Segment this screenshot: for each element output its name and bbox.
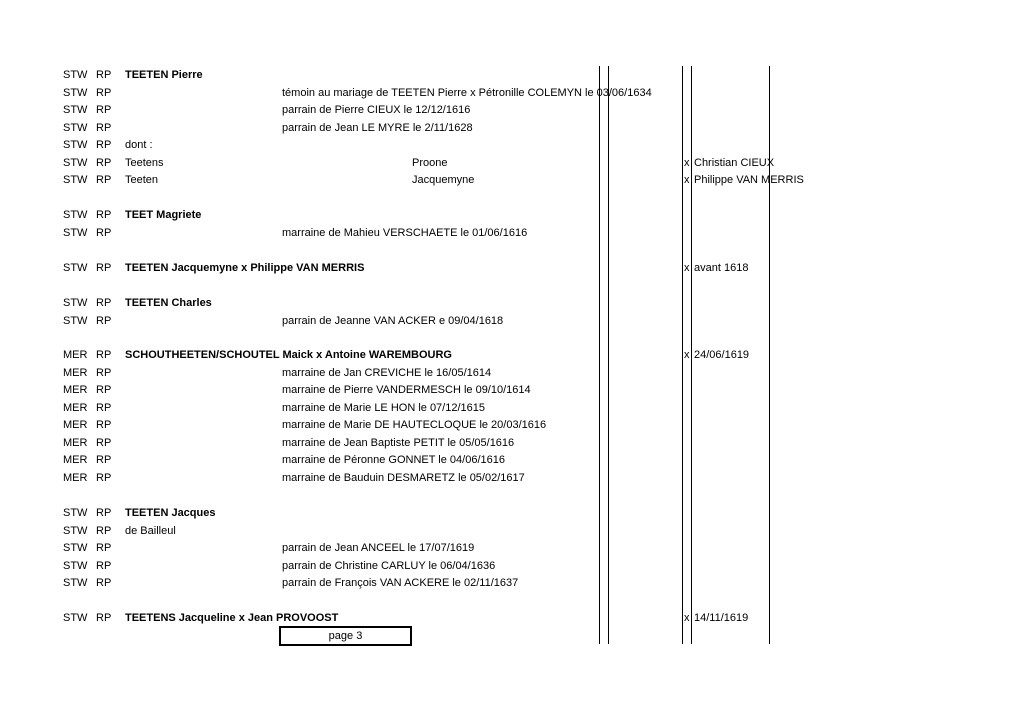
register-code: RP <box>96 157 112 169</box>
record-row <box>0 416 1024 434</box>
parish-code: MER <box>63 367 88 379</box>
event-text: parrain de François VAN ACKERE le 02/11/1637 <box>282 577 519 589</box>
event-text: parrain de Pierre CIEUX le 12/12/1616 <box>282 104 471 116</box>
page-number-box <box>279 626 412 646</box>
person-name: TEETEN Jacques <box>125 507 216 519</box>
first-name: Proone <box>412 157 448 169</box>
person-name: TEETEN Jacquemyne x Philippe VAN MERRIS <box>125 262 365 274</box>
register-code: RP <box>96 472 112 484</box>
register-code: RP <box>96 209 112 221</box>
parish-code: STW <box>63 209 88 221</box>
page-number: page 3 <box>328 630 363 642</box>
person-name: Teetens <box>125 157 164 169</box>
parish-code: MER <box>63 419 88 431</box>
record-row <box>0 609 1024 627</box>
spouse-or-date: 14/11/1619 <box>694 612 749 624</box>
person-name: TEET Magriete <box>125 209 202 221</box>
record-row <box>0 469 1024 487</box>
parish-code: STW <box>63 297 88 309</box>
person-name: SCHOUTHEETEN/SCHOUTEL Maick x Antoine WAREMBOURG <box>125 349 452 361</box>
event-text: parrain de Jean LE MYRE le 2/11/1628 <box>282 122 473 134</box>
register-code: RP <box>96 227 112 239</box>
parish-code: STW <box>63 227 88 239</box>
register-code: RP <box>96 402 112 414</box>
register-code: RP <box>96 139 112 151</box>
marriage-mark: x <box>684 157 690 169</box>
register-code: RP <box>96 577 112 589</box>
person-name: TEETEN Charles <box>125 297 212 309</box>
register-code: RP <box>96 87 112 99</box>
register-code: RP <box>96 69 112 81</box>
parish-code: STW <box>63 174 88 186</box>
register-code: RP <box>96 174 112 186</box>
event-text: marraine de Jan CREVICHE le 16/05/1614 <box>282 367 492 379</box>
person-name: TEETENS Jacqueline x Jean PROVOOST <box>125 612 339 624</box>
parish-code: STW <box>63 69 88 81</box>
parish-code: MER <box>63 384 88 396</box>
register-code: RP <box>96 525 112 537</box>
record-row <box>0 539 1024 557</box>
record-row <box>0 171 1024 189</box>
record-row <box>0 574 1024 592</box>
record-row <box>0 101 1024 119</box>
spouse-or-date: Christian CIEUX <box>694 157 775 169</box>
register-code: RP <box>96 104 112 116</box>
register-code: RP <box>96 384 112 396</box>
record-row <box>0 259 1024 277</box>
record-row <box>0 346 1024 364</box>
record-row <box>0 557 1024 575</box>
register-code: RP <box>96 419 112 431</box>
record-row <box>0 66 1024 84</box>
parish-code: STW <box>63 315 88 327</box>
record-row <box>0 522 1024 540</box>
record-row <box>0 136 1024 154</box>
parish-code: STW <box>63 87 88 99</box>
event-text: marraine de Pierre VANDERMESCH le 09/10/1614 <box>282 384 531 396</box>
spouse-or-date: avant 1618 <box>694 262 749 274</box>
register-code: RP <box>96 297 112 309</box>
record-row <box>0 364 1024 382</box>
parish-code: STW <box>63 104 88 116</box>
parish-code: STW <box>63 612 88 624</box>
record-row <box>0 294 1024 312</box>
record-row <box>0 381 1024 399</box>
record-row <box>0 119 1024 137</box>
marriage-mark: x <box>684 349 690 361</box>
event-text: marraine de Marie DE HAUTECLOQUE le 20/03/1616 <box>282 419 547 431</box>
register-code: RP <box>96 315 112 327</box>
record-row <box>0 312 1024 330</box>
marriage-mark: x <box>684 612 690 624</box>
parish-code: STW <box>63 157 88 169</box>
event-text: témoin au mariage de TEETEN Pierre x Pétronille COLEMYN le 03/06/1634 <box>282 87 652 99</box>
record-row <box>0 154 1024 172</box>
spouse-or-date: Philippe VAN MERRIS <box>694 174 804 186</box>
spouse-or-date: 24/06/1619 <box>694 349 750 361</box>
register-code: RP <box>96 437 112 449</box>
parish-code: STW <box>63 542 88 554</box>
register-code: RP <box>96 349 112 361</box>
record-row <box>0 451 1024 469</box>
event-text: marraine de Marie LE HON le 07/12/1615 <box>282 402 485 414</box>
parish-code: STW <box>63 577 88 589</box>
person-name: dont : <box>125 139 153 151</box>
event-text: marraine de Mahieu VERSCHAETE le 01/06/1616 <box>282 227 528 239</box>
parish-code: MER <box>63 402 88 414</box>
event-text: parrain de Jean ANCEEL le 17/07/1619 <box>282 542 475 554</box>
person-name: de Bailleul <box>125 525 176 537</box>
register-code: RP <box>96 507 112 519</box>
record-row <box>0 434 1024 452</box>
event-text: marraine de Jean Baptiste PETIT le 05/05/1616 <box>282 437 515 449</box>
record-row <box>0 399 1024 417</box>
record-row <box>0 504 1024 522</box>
register-code: RP <box>96 560 112 572</box>
register-code: RP <box>96 612 112 624</box>
event-text: marraine de Bauduin DESMARETZ le 05/02/1617 <box>282 472 525 484</box>
register-code: RP <box>96 454 112 466</box>
person-name: Teeten <box>125 174 159 186</box>
event-text: parrain de Jeanne VAN ACKER e 09/04/1618 <box>282 315 504 327</box>
parish-code: STW <box>63 122 88 134</box>
parish-code: MER <box>63 454 88 466</box>
parish-code: STW <box>63 507 88 519</box>
record-row <box>0 224 1024 242</box>
register-code: RP <box>96 542 112 554</box>
parish-code: MER <box>63 349 88 361</box>
parish-code: STW <box>63 525 88 537</box>
parish-code: STW <box>63 560 88 572</box>
parish-code: STW <box>63 139 88 151</box>
register-code: RP <box>96 122 112 134</box>
parish-code: STW <box>63 262 88 274</box>
event-text: marraine de Péronne GONNET le 04/06/1616 <box>282 454 505 466</box>
record-row <box>0 84 1024 102</box>
register-code: RP <box>96 367 112 379</box>
marriage-mark: x <box>684 262 690 274</box>
record-row <box>0 206 1024 224</box>
parish-code: MER <box>63 472 88 484</box>
register-code: RP <box>96 262 112 274</box>
parish-code: MER <box>63 437 88 449</box>
event-text: parrain de Christine CARLUY le 06/04/1636 <box>282 560 496 572</box>
person-name: TEETEN Pierre <box>125 69 203 81</box>
first-name: Jacquemyne <box>412 174 475 186</box>
marriage-mark: x <box>684 174 690 186</box>
